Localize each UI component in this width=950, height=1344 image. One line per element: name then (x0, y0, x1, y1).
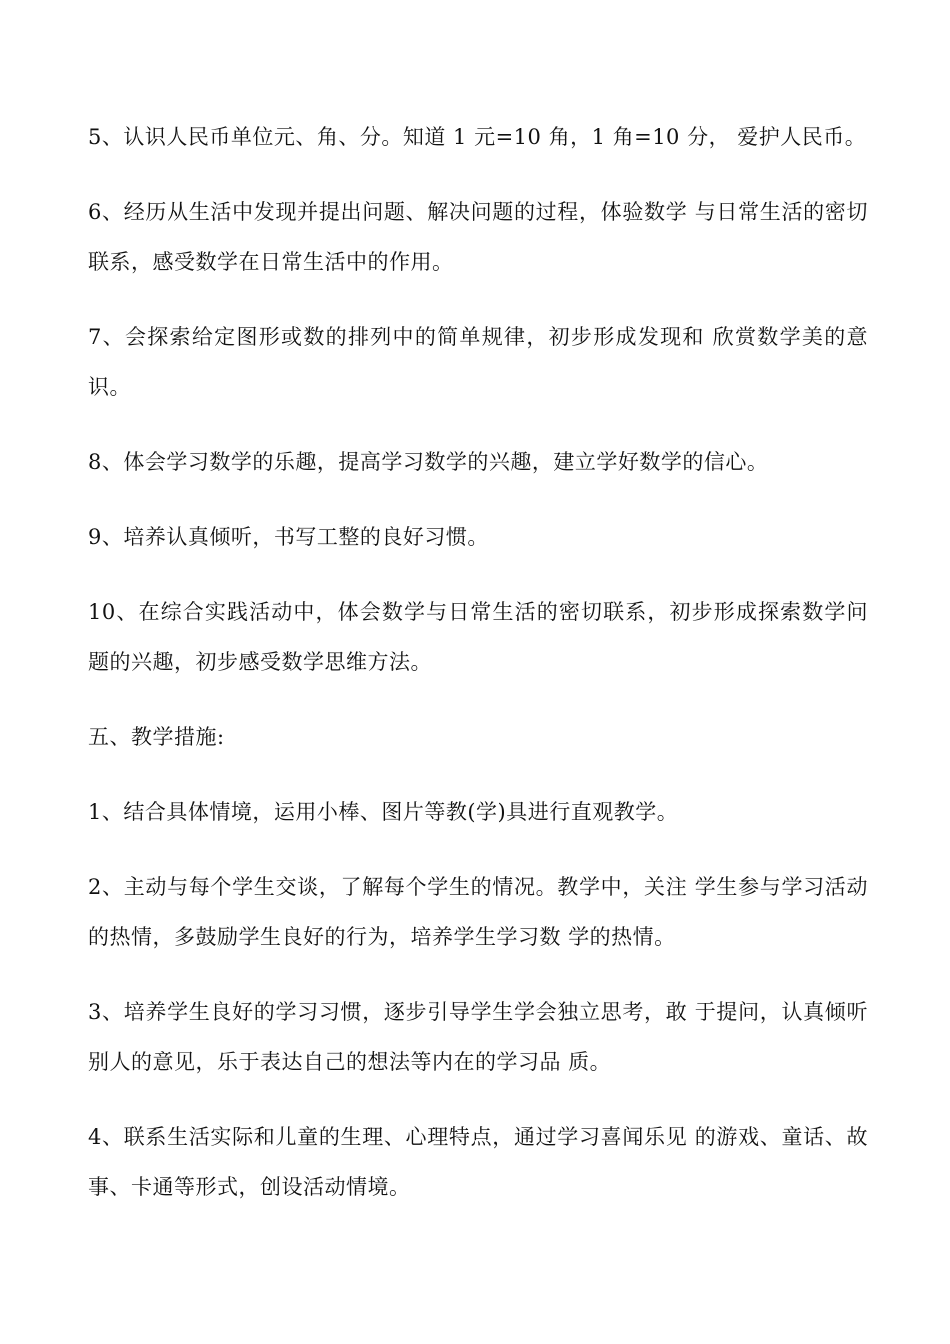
paragraph-goal-8: 8、体会学习数学的乐趣，提高学习数学的兴趣，建立学好数学的信心。 (88, 450, 769, 474)
paragraph-goal-9: 9、培养认真倾听，书写工整的良好习惯。 (88, 525, 489, 549)
paragraph-goal-7: 7、会探索给定图形或数的排列中的简单规律，初步形成发现和 欣赏数学美的意识。 (88, 325, 868, 399)
paragraph-measure-4: 4、联系生活实际和儿童的生理、心理特点，通过学习喜闻乐见 的游戏、童话、故事、卡通等形式，创设活动情境。 (88, 1125, 868, 1199)
paragraph-measure-1: 1、结合具体情境，运用小棒、图片等教(学)具进行直观教学。 (88, 800, 679, 824)
paragraph-measure-3: 3、培养学生良好的学习习惯，逐步引导学生学会独立思考，敢 于提问，认真倾听别人的意见，乐于表达自己的想法等内在的学习品 质。 (88, 1000, 868, 1074)
document-body (88, 112, 868, 1237)
paragraph-measure-2: 2、主动与每个学生交谈，了解每个学生的情况。教学中，关注 学生参与学习活动的热情，多鼓励学生良好的行为，培养学生学习数 学的热情。 (88, 875, 868, 949)
paragraph-goal-10: 10、在综合实践活动中，体会数学与日常生活的密切联系，初步形成探索数学问题的兴趣，初步感受数学思维方法。 (88, 600, 868, 674)
section-heading-teaching-measures: 五、教学措施: (88, 725, 225, 749)
paragraph-goal-5: 5、认识人民币单位元、角、分。知道 1 元=10 角，1 角=10 分， 爱护人民币。 (88, 125, 867, 149)
paragraph-goal-6: 6、经历从生活中发现并提出问题、解决问题的过程，体验数学 与日常生活的密切联系，感受数学在日常生活中的作用。 (88, 200, 868, 274)
